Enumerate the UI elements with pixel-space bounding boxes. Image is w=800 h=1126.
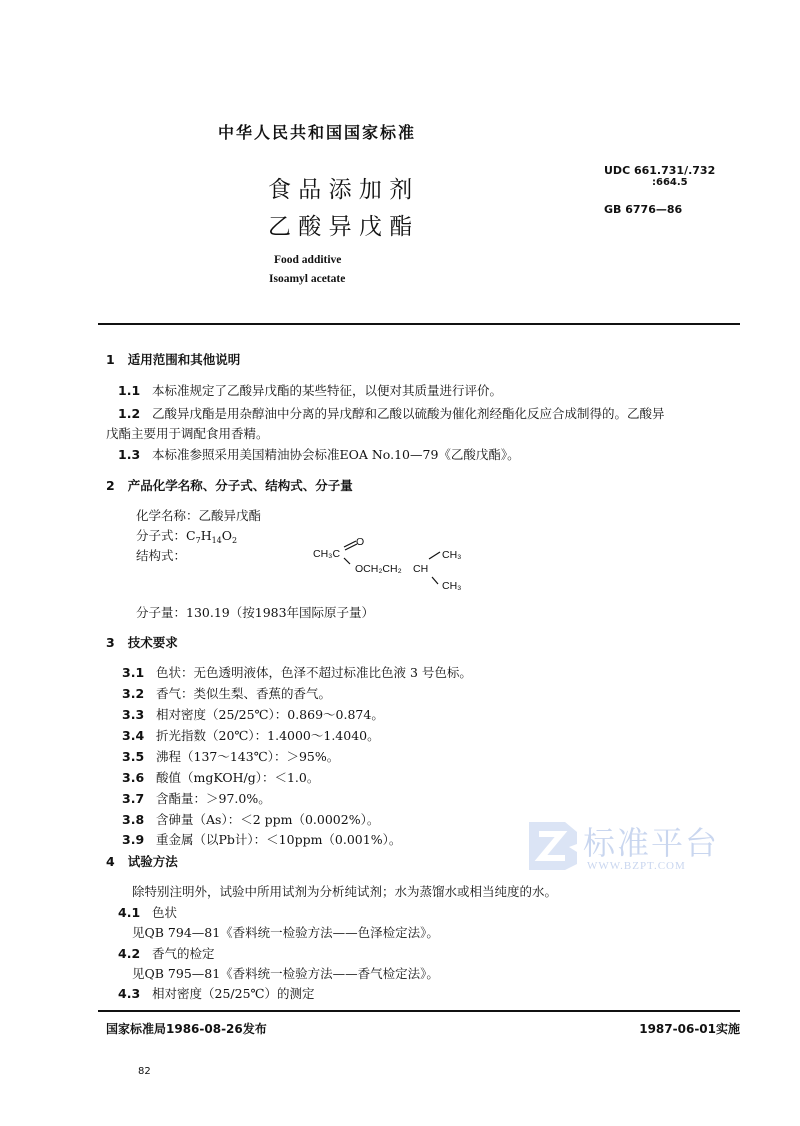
chemical-name-value: 乙酸异戊酯	[198, 508, 262, 523]
item-number: 1.1	[118, 383, 141, 398]
item-text: 色状：无色透明液体，色泽不超过标准比色液 3 号色标。	[156, 665, 472, 680]
section-number: 2	[106, 478, 115, 493]
item-1-3	[118, 445, 520, 463]
chem-methine: CH	[413, 563, 429, 575]
national-standard-heading: 中华人民共和国国家标准	[218, 123, 417, 142]
item-3-9	[122, 830, 401, 848]
item-text: 含酯量：＞97.0%。	[156, 791, 271, 806]
footer-divider	[98, 1010, 740, 1012]
formula-subscript: 2	[232, 536, 238, 545]
section-number: 3	[106, 635, 115, 650]
item-text: 相对密度（25/25℃）：0.869～0.874。	[156, 707, 384, 722]
item-1-2	[118, 404, 665, 422]
item-3-3	[122, 705, 384, 723]
item-number: 3.4	[122, 728, 145, 743]
item-number: 4.2	[118, 946, 141, 961]
section-title: 适用范围和其他说明	[127, 352, 241, 367]
item-number: 4.1	[118, 905, 141, 920]
section-title: 产品化学名称、分子式、结构式、分子量	[127, 478, 353, 493]
item-4-2	[118, 944, 215, 962]
item-text: 折光指数（20℃）：1.4000～1.4040。	[156, 728, 380, 743]
item-number: 1.3	[118, 447, 141, 462]
item-number: 3.6	[122, 770, 145, 785]
section1-heading	[106, 350, 240, 368]
molecular-weight: 分子量：130.19（按1983年国际原子量）	[136, 605, 375, 620]
section-title: 试验方法	[127, 854, 178, 869]
item-text: 酸值（mgKOH/g）：＜1.0。	[156, 770, 320, 785]
structure-label: 结构式：	[136, 548, 187, 563]
chem-methyl-bottom: CH₃	[442, 580, 462, 592]
formula-label: 分子式：	[136, 528, 187, 543]
title-english-line1: Food additive	[274, 254, 342, 266]
formula-element: O	[221, 528, 233, 543]
item-text: 相对密度（25/25℃）的测定	[152, 986, 315, 1001]
section-number: 1	[106, 352, 115, 367]
title-english-line2: Isoamyl acetate	[269, 273, 346, 285]
item-4-3	[118, 984, 315, 1002]
item-text: 香气：类似生梨、香蕉的香气。	[156, 686, 332, 701]
chem-carbonyl-oxygen: O	[356, 536, 365, 548]
item-number: 3.7	[122, 791, 145, 806]
item-3-1	[122, 663, 472, 681]
header-divider	[98, 323, 740, 325]
item-3-2	[122, 684, 331, 702]
item-3-6	[122, 768, 319, 786]
title-chinese-line2: 乙 酸 异 戊 酯	[268, 214, 413, 240]
chem-methyl-top: CH₃	[442, 549, 462, 561]
title-chinese-line1: 食 品 添 加 剂	[268, 177, 413, 203]
udc-code-line2: :664.5	[652, 177, 688, 188]
item-number: 1.2	[118, 406, 141, 421]
item-text: 色状	[152, 905, 178, 920]
formula-subscript: 7	[195, 536, 201, 545]
section4-intro: 除特别注明外，试验中所用试剂为分析纯试剂；水为蒸馏水或相当纯度的水。	[132, 884, 558, 899]
item-text: 本标准参照采用美国精油协会标准EOA No.10—79《乙酸戊酯》。	[152, 447, 520, 462]
chem-chain: OCH₂CH₂	[355, 563, 402, 575]
item-text: 重金属（以Pb计）：＜10ppm（0.001%）。	[156, 832, 402, 847]
item-3-7	[122, 789, 271, 807]
molecular-formula	[136, 526, 237, 545]
formula-element: H	[200, 528, 212, 543]
bzpt-logo-icon	[527, 820, 579, 872]
chem-acetyl: CH₃C	[313, 548, 341, 560]
section2-heading	[106, 476, 353, 494]
effective-date: 1987-06-01实施	[639, 1022, 740, 1036]
item-3-5	[122, 747, 339, 765]
issue-date: 国家标准局1986-08-26发布	[106, 1022, 267, 1036]
item-1-2-continued: 戊酯主要用于调配食用香精。	[106, 426, 269, 441]
item-number: 3.9	[122, 832, 145, 847]
chemical-name-label: 化学名称：	[136, 508, 199, 523]
item-4-1	[118, 903, 177, 921]
formula-element: C	[186, 528, 196, 543]
item-number: 3.5	[122, 749, 145, 764]
section3-heading	[106, 633, 178, 651]
item-4-1-detail: 见QB 794—81《香料统一检验方法——色泽检定法》。	[132, 925, 439, 940]
item-text: 含砷量（As）：＜2 ppm（0.0002%）。	[156, 812, 380, 827]
item-number: 3.2	[122, 686, 145, 701]
udc-code-line1: UDC 661.731/.732	[604, 164, 716, 177]
item-1-1	[118, 381, 502, 399]
item-text: 香气的检定	[152, 946, 215, 961]
item-number: 3.3	[122, 707, 145, 722]
item-number: 4.3	[118, 986, 141, 1001]
section4-heading	[106, 852, 178, 870]
page-number: 82	[138, 1066, 151, 1077]
section-title: 技术要求	[127, 635, 178, 650]
item-text: 乙酸异戊酯是用杂醇油中分离的异戊醇和乙酸以硫酸为催化剂经酯化反应合成制得的。乙酸异	[152, 406, 665, 421]
formula-subscript: 14	[211, 536, 222, 545]
gb-number: GB 6776—86	[604, 203, 683, 216]
item-text: 沸程（137～143℃）：＞95%。	[156, 749, 340, 764]
item-number: 3.8	[122, 812, 145, 827]
watermark-text: 标准平台	[583, 824, 720, 862]
item-3-4	[122, 726, 380, 744]
chemical-name	[136, 506, 261, 524]
item-3-8	[122, 810, 379, 828]
item-number: 3.1	[122, 665, 145, 680]
watermark-url: WWW.BZPT.COM	[587, 860, 686, 872]
section-number: 4	[106, 854, 115, 869]
item-4-2-detail: 见QB 795—81《香料统一检验方法——香气检定法》。	[132, 966, 439, 981]
item-text: 本标准规定了乙酸异戊酯的某些特征，以便对其质量进行评价。	[152, 383, 503, 398]
